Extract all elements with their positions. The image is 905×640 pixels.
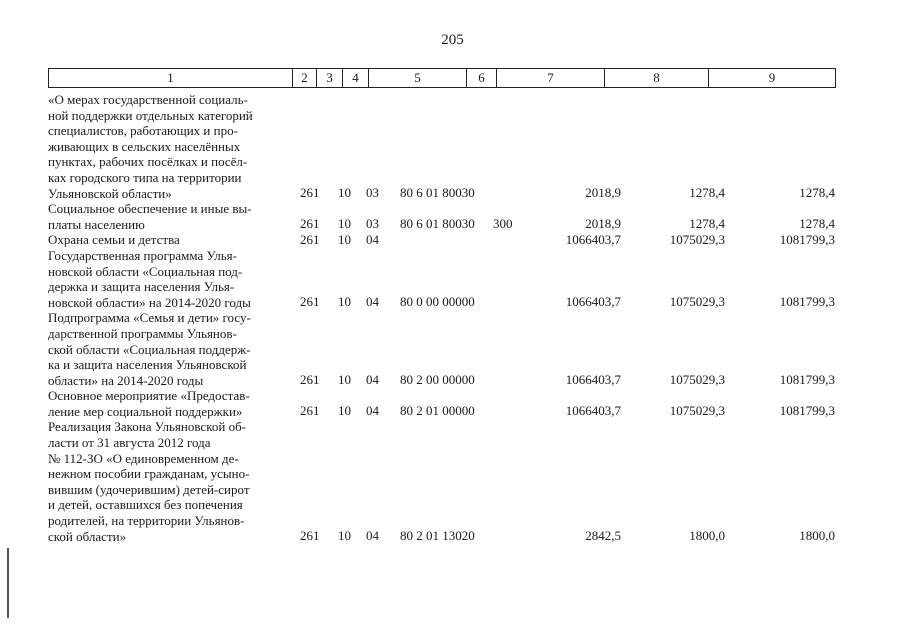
header-col-1: 1 bbox=[49, 69, 293, 88]
header-col-5: 5 bbox=[369, 69, 467, 88]
amount-2018-cell: 1075029,3 bbox=[669, 403, 725, 419]
description-line: Ульяновской области» bbox=[48, 185, 172, 201]
amount-2018-cell: 1075029,3 bbox=[669, 294, 725, 310]
amount-2017-cell: 1066403,7 bbox=[565, 231, 621, 247]
amount-2017-cell: 1066403,7 bbox=[565, 403, 621, 419]
description-line: держка и защита населения Улья- bbox=[48, 279, 235, 295]
target-article-cell: 80 0 00 00000 bbox=[400, 294, 475, 310]
amount-2018-cell: 1278,4 bbox=[689, 185, 725, 201]
subsection-cell: 04 bbox=[366, 231, 379, 247]
subsection-cell: 04 bbox=[366, 372, 379, 388]
scan-edge-mark bbox=[7, 548, 9, 618]
section-cell: 10 bbox=[338, 231, 351, 247]
table-row bbox=[48, 388, 835, 419]
description-line: Социальное обеспечение и иные вы- bbox=[48, 201, 252, 217]
amount-2019-cell: 1081799,3 bbox=[779, 294, 835, 310]
admin-code-cell: 261 bbox=[300, 231, 320, 247]
amount-2019-cell: 1278,4 bbox=[799, 216, 835, 232]
section-cell: 10 bbox=[338, 372, 351, 388]
expense-type-cell: 300 bbox=[493, 216, 513, 232]
description-line: Реализация Закона Ульяновской об- bbox=[48, 419, 247, 435]
target-article-cell: 80 2 01 13020 bbox=[400, 528, 475, 544]
description-line: ласти от 31 августа 2012 года bbox=[48, 435, 211, 451]
column-header-table bbox=[48, 68, 836, 88]
amount-2017-cell: 2018,9 bbox=[585, 185, 621, 201]
description-line: ка и защита населения Ульяновской bbox=[48, 357, 247, 373]
amount-2018-cell: 1075029,3 bbox=[669, 372, 725, 388]
amount-2018-cell: 1278,4 bbox=[689, 216, 725, 232]
row-values bbox=[48, 403, 835, 419]
amount-2018-cell: 1075029,3 bbox=[669, 231, 725, 247]
description-line: пунктах, рабочих посёлках и посёл- bbox=[48, 154, 248, 170]
description-line: ской области» bbox=[48, 528, 127, 544]
target-article-cell: 80 2 01 00000 bbox=[400, 403, 475, 419]
table-row bbox=[48, 419, 835, 544]
description-line: платы населению bbox=[48, 216, 145, 232]
description-line: Охрана семьи и детства bbox=[48, 232, 180, 248]
subsection-cell: 03 bbox=[366, 185, 379, 201]
target-article-cell: 80 6 01 80030 bbox=[400, 216, 475, 232]
description-line: Подпрограмма «Семья и дети» госу- bbox=[48, 310, 251, 326]
amount-2019-cell: 1278,4 bbox=[799, 185, 835, 201]
amount-2017-cell: 2842,5 bbox=[585, 528, 621, 544]
admin-code-cell: 261 bbox=[300, 216, 320, 232]
description-line: ской области «Социальная поддерж- bbox=[48, 341, 251, 357]
admin-code-cell: 261 bbox=[300, 294, 320, 310]
subsection-cell: 04 bbox=[366, 528, 379, 544]
admin-code-cell: 261 bbox=[300, 185, 320, 201]
header-col-7: 7 bbox=[497, 69, 605, 88]
description-line: и детей, оставшихся без попечения bbox=[48, 497, 243, 513]
page-number: 205 bbox=[441, 32, 464, 48]
header-col-8: 8 bbox=[605, 69, 709, 88]
description-line: родителей, на территории Ульянов- bbox=[48, 513, 245, 529]
amount-2019-cell: 1081799,3 bbox=[779, 403, 835, 419]
description-line: вившим (удочерившим) детей-сирот bbox=[48, 481, 250, 497]
description-line: Государственная программа Улья- bbox=[48, 247, 237, 263]
amount-2017-cell: 1066403,7 bbox=[565, 294, 621, 310]
row-values bbox=[48, 372, 835, 388]
amount-2018-cell: 1800,0 bbox=[689, 528, 725, 544]
section-cell: 10 bbox=[338, 528, 351, 544]
header-col-3: 3 bbox=[317, 69, 343, 88]
header-col-4: 4 bbox=[343, 69, 369, 88]
description-line: живающих в сельских населённых bbox=[48, 138, 241, 154]
table-row bbox=[48, 201, 835, 232]
description-line: нежном пособии гражданам, усыно- bbox=[48, 466, 250, 482]
description-line: ление мер социальной поддержки» bbox=[48, 403, 243, 419]
admin-code-cell: 261 bbox=[300, 528, 320, 544]
admin-code-cell: 261 bbox=[300, 403, 320, 419]
section-cell: 10 bbox=[338, 185, 351, 201]
subsection-cell: 04 bbox=[366, 294, 379, 310]
description-line: ках городского типа на территории bbox=[48, 169, 242, 185]
row-values bbox=[48, 528, 835, 544]
header-col-2: 2 bbox=[293, 69, 317, 88]
row-values bbox=[48, 232, 835, 248]
description-line: № 112-ЗО «О единовременном де- bbox=[48, 450, 239, 466]
description-line: «О мерах государственной социаль- bbox=[48, 92, 248, 107]
target-article-cell: 80 6 01 80030 bbox=[400, 185, 475, 201]
target-article-cell: 80 2 00 00000 bbox=[400, 372, 475, 388]
subsection-cell: 03 bbox=[366, 216, 379, 232]
header-col-9: 9 bbox=[709, 69, 836, 88]
row-description bbox=[48, 419, 292, 544]
section-cell: 10 bbox=[338, 294, 351, 310]
description-line: новской области «Социальная под- bbox=[48, 263, 243, 279]
table-row bbox=[48, 248, 835, 310]
header-col-6: 6 bbox=[467, 69, 497, 88]
row-values bbox=[48, 216, 835, 232]
row-values bbox=[48, 185, 835, 201]
description-line: специалистов, работающих и про- bbox=[48, 123, 238, 139]
budget-rows bbox=[48, 92, 835, 544]
subsection-cell: 04 bbox=[366, 403, 379, 419]
section-cell: 10 bbox=[338, 216, 351, 232]
amount-2019-cell: 1800,0 bbox=[799, 528, 835, 544]
description-line: Основное мероприятие «Предостав- bbox=[48, 388, 250, 404]
amount-2019-cell: 1081799,3 bbox=[779, 231, 835, 247]
table-row bbox=[48, 310, 835, 388]
amount-2017-cell: 2018,9 bbox=[585, 216, 621, 232]
description-line: новской области» на 2014-2020 годы bbox=[48, 294, 251, 310]
section-cell: 10 bbox=[338, 403, 351, 419]
amount-2019-cell: 1081799,3 bbox=[779, 372, 835, 388]
description-line: дарственной программы Ульянов- bbox=[48, 325, 237, 341]
description-line: ной поддержки отдельных категорий bbox=[48, 107, 253, 123]
amount-2017-cell: 1066403,7 bbox=[565, 372, 621, 388]
row-values bbox=[48, 294, 835, 310]
table-row bbox=[48, 92, 835, 201]
admin-code-cell: 261 bbox=[300, 372, 320, 388]
description-line: области» на 2014-2020 годы bbox=[48, 372, 204, 388]
table-row bbox=[48, 232, 835, 248]
